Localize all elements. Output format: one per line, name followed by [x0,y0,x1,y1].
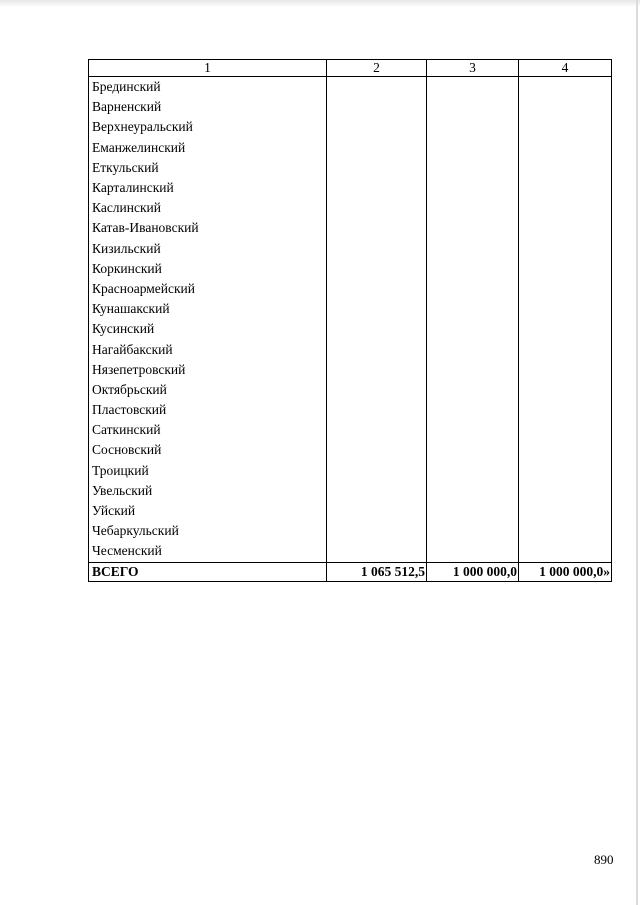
district-name: Красноармейский [89,279,327,299]
empty-cell-col2 [327,299,427,319]
empty-cell-col2 [327,380,427,400]
empty-cell-col2 [327,481,427,501]
empty-cell-col4 [519,360,612,380]
empty-cell-col2 [327,541,427,562]
empty-cell-col2 [327,259,427,279]
table-row [89,299,612,319]
empty-cell-col3 [427,461,519,481]
empty-cell-col2 [327,521,427,541]
empty-cell-col4 [519,158,612,178]
empty-cell-col4 [519,521,612,541]
table-row [89,117,612,137]
district-name: Еткульский [89,158,327,178]
empty-cell-col3 [427,440,519,460]
table-row [89,218,612,238]
district-name: Чесменский [89,541,327,562]
district-name: Катав-Ивановский [89,218,327,238]
empty-cell-col2 [327,400,427,420]
district-name: Кусинский [89,319,327,339]
total-value-col3: 1 000 000,0 [427,562,519,581]
empty-cell-col3 [427,481,519,501]
empty-cell-col3 [427,178,519,198]
empty-cell-col3 [427,77,519,98]
district-name: Пластовский [89,400,327,420]
empty-cell-col4 [519,461,612,481]
district-name: Брединский [89,77,327,98]
district-name: Уйский [89,501,327,521]
table-row [89,461,612,481]
empty-cell-col3 [427,299,519,319]
table-row [89,481,612,501]
empty-cell-col4 [519,420,612,440]
empty-cell-col3 [427,117,519,137]
district-name: Октябрьский [89,380,327,400]
empty-cell-col2 [327,360,427,380]
empty-cell-col4 [519,239,612,259]
district-name: Троицкий [89,461,327,481]
empty-cell-col4 [519,400,612,420]
district-name: Еманжелинский [89,138,327,158]
column-header-3: 3 [427,60,519,77]
empty-cell-col2 [327,501,427,521]
empty-cell-col3 [427,97,519,117]
table-row [89,138,612,158]
scan-right-edge [636,0,638,905]
column-header-1: 1 [89,60,327,77]
table-row [89,360,612,380]
empty-cell-col4 [519,541,612,562]
empty-cell-col3 [427,279,519,299]
empty-cell-col4 [519,380,612,400]
empty-cell-col4 [519,279,612,299]
empty-cell-col3 [427,158,519,178]
empty-cell-col2 [327,158,427,178]
empty-cell-col2 [327,319,427,339]
empty-cell-col2 [327,279,427,299]
empty-cell-col4 [519,77,612,98]
empty-cell-col2 [327,218,427,238]
table-row [89,380,612,400]
total-value-col2: 1 065 512,5 [327,562,427,581]
empty-cell-col2 [327,97,427,117]
empty-cell-col2 [327,77,427,98]
district-name: Сосновский [89,440,327,460]
district-name: Коркинский [89,259,327,279]
district-name: Верхнеуральский [89,117,327,137]
empty-cell-col3 [427,360,519,380]
district-name: Увельский [89,481,327,501]
table-row [89,501,612,521]
empty-cell-col2 [327,420,427,440]
table-body [89,77,612,563]
scan-top-edge [0,0,640,7]
empty-cell-col3 [427,339,519,359]
empty-cell-col3 [427,501,519,521]
table-row [89,178,612,198]
table-row [89,319,612,339]
empty-cell-col2 [327,239,427,259]
table-row [89,198,612,218]
empty-cell-col4 [519,97,612,117]
table-row [89,259,612,279]
district-name: Карталинский [89,178,327,198]
empty-cell-col4 [519,178,612,198]
empty-cell-col2 [327,440,427,460]
district-name: Нагайбакский [89,339,327,359]
table-row [89,400,612,420]
empty-cell-col3 [427,138,519,158]
empty-cell-col4 [519,339,612,359]
empty-cell-col4 [519,299,612,319]
district-name: Кизильский [89,239,327,259]
table-row [89,420,612,440]
table-row [89,440,612,460]
empty-cell-col3 [427,521,519,541]
empty-cell-col2 [327,178,427,198]
empty-cell-col3 [427,420,519,440]
table-row [89,541,612,562]
empty-cell-col4 [519,481,612,501]
empty-cell-col3 [427,259,519,279]
empty-cell-col2 [327,461,427,481]
empty-cell-col4 [519,440,612,460]
empty-cell-col3 [427,400,519,420]
table-row [89,77,612,98]
empty-cell-col4 [519,138,612,158]
table-row [89,279,612,299]
total-value-col4: 1 000 000,0» [519,562,612,581]
empty-cell-col4 [519,218,612,238]
empty-cell-col4 [519,259,612,279]
district-name: Варненский [89,97,327,117]
empty-cell-col2 [327,117,427,137]
total-label: ВСЕГО [89,562,327,581]
table-row [89,521,612,541]
budget-table [88,59,612,582]
empty-cell-col2 [327,138,427,158]
empty-cell-col3 [427,218,519,238]
header-row [89,60,612,77]
empty-cell-col3 [427,198,519,218]
empty-cell-col3 [427,380,519,400]
district-name: Саткинский [89,420,327,440]
table-row [89,97,612,117]
empty-cell-col4 [519,117,612,137]
district-name: Кунашакский [89,299,327,319]
empty-cell-col3 [427,319,519,339]
column-header-4: 4 [519,60,612,77]
empty-cell-col4 [519,198,612,218]
column-header-2: 2 [327,60,427,77]
table-row [89,239,612,259]
table-row [89,339,612,359]
table-row [89,158,612,178]
empty-cell-col4 [519,501,612,521]
empty-cell-col3 [427,541,519,562]
empty-cell-col2 [327,198,427,218]
total-row [89,562,612,581]
page-number: 890 [594,852,614,867]
empty-cell-col3 [427,239,519,259]
district-name: Чебаркульский [89,521,327,541]
empty-cell-col2 [327,339,427,359]
district-name: Каслинский [89,198,327,218]
empty-cell-col4 [519,319,612,339]
district-name: Нязепетровский [89,360,327,380]
